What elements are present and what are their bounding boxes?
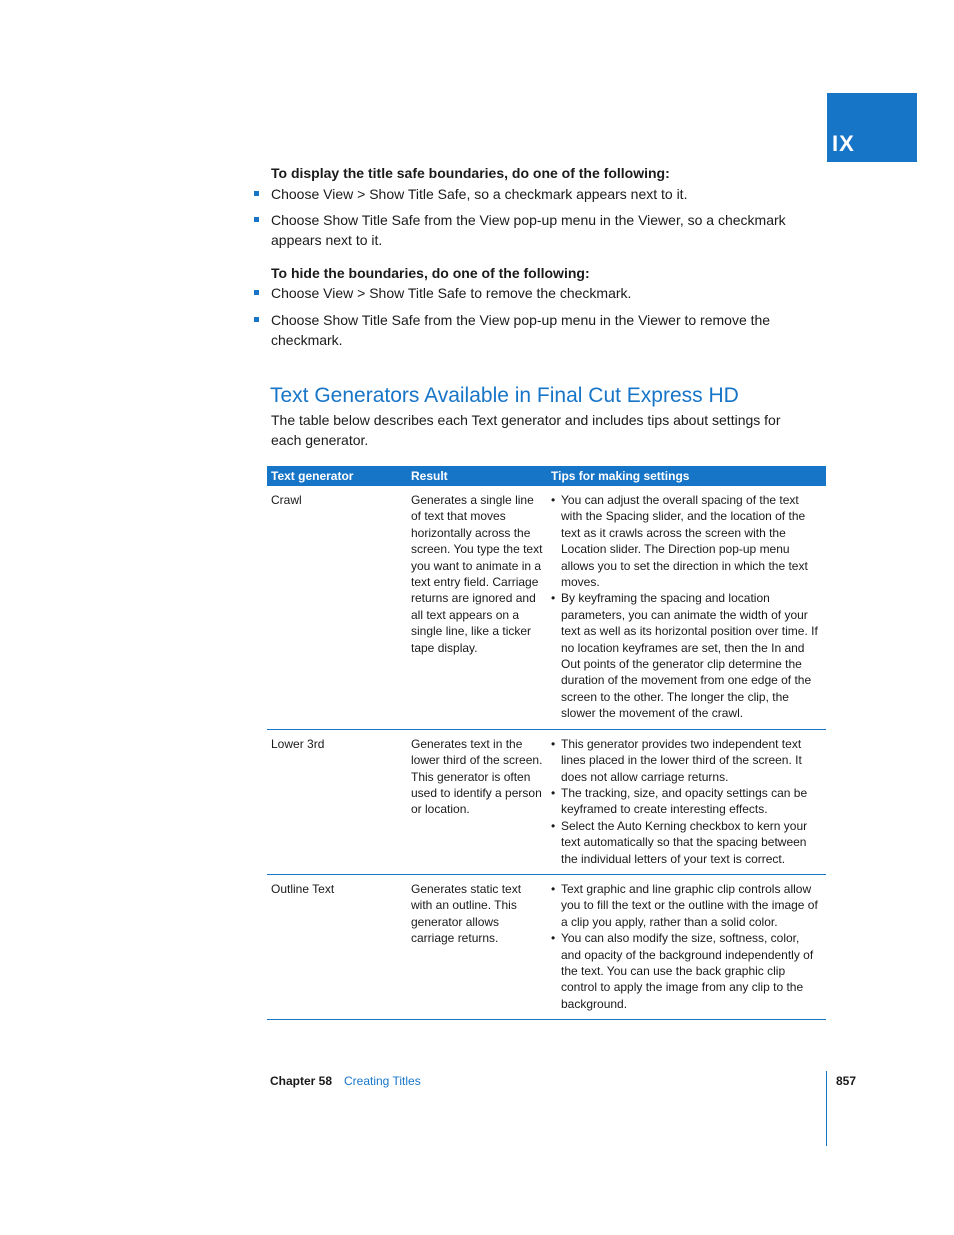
tip-text: Select the Auto Kerning checkbox to kern your text automatically so that the spacing between the individual letters of your text is correct. — [561, 818, 808, 866]
page-number: 857 — [836, 1074, 857, 1088]
tip-item — [551, 785, 821, 818]
generator-result: Generates a single line of text that moves horizontally across the screen. You type the text you want to animate in a text entry field. Carriage returns are ignored and all text appears on a single line, like a ticker tape display. — [411, 493, 543, 655]
generator-tips — [551, 486, 821, 729]
bullet-dot-icon: • — [551, 736, 556, 751]
bullet-dot-icon: • — [551, 785, 556, 800]
display-bullet-2-text: Choose Show Title Safe from the View pop-up menu in the Viewer, so a checkmark appears next to it. — [271, 212, 786, 248]
display-bullet-2 — [254, 210, 814, 250]
header-text-generator: Text generator — [271, 469, 354, 483]
generator-result: Generates static text with an outline. This generator allows carriage returns. — [411, 881, 522, 946]
generator-name: Lower 3rd — [271, 736, 325, 751]
bullet-square-icon — [254, 290, 259, 295]
tip-item — [551, 590, 821, 721]
display-instructions-lead: To display the title safe boundaries, do one of the following: — [271, 165, 670, 181]
hide-bullet-2 — [254, 310, 784, 350]
bullet-dot-icon: • — [551, 818, 556, 833]
tip-text: This generator provides two independent text lines placed in the lower third of the screen. It does not allow carriage returns. — [561, 736, 802, 784]
footer-chapter-title-link[interactable]: Creating Titles — [344, 1074, 421, 1088]
tip-item — [551, 492, 821, 590]
bullet-square-icon — [254, 217, 259, 222]
display-bullet-1-text: Choose View > Show Title Safe, so a checkmark appears next to it. — [271, 186, 688, 202]
generator-result: Generates text in the lower third of the screen. This generator is often used to identify a person or location. — [411, 736, 543, 817]
bullet-dot-icon: • — [551, 881, 556, 896]
tip-text: The tracking, size, and opacity settings can be keyframed to create interesting effects. — [561, 785, 808, 817]
table-header — [267, 466, 826, 486]
generator-tips — [551, 875, 821, 1019]
tip-item — [551, 736, 821, 785]
tip-text: You can also modify the size, softness, color, and opacity of the background independently of the text. You can use the back graphic clip control to apply the image from any clip to the background. — [561, 931, 814, 1011]
chapter-tab — [827, 93, 917, 162]
tip-text: You can adjust the overall spacing of the text with the Spacing slider, and the location of the text as it crawls across the screen with the Location slider. The Direction pop-up menu allows you to set the direction in which the text moves. — [561, 493, 808, 590]
hide-bullet-1 — [254, 283, 814, 303]
footer-chapter: Chapter 58 — [270, 1074, 333, 1088]
section-intro: The table below describes each Text generator and includes tips about settings for each generator. — [271, 412, 781, 448]
table-row — [267, 730, 826, 875]
generator-tips — [551, 730, 821, 874]
tip-text: Text graphic and line graphic clip controls allow you to fill the text or the outline with the image of a clip you apply, rather than a solid color. — [561, 881, 818, 929]
table-row — [267, 486, 826, 730]
table-row — [267, 875, 826, 1020]
tip-item — [551, 930, 821, 1012]
footer-divider — [826, 1071, 827, 1146]
generator-name: Outline Text — [271, 881, 335, 896]
text-generators-table — [267, 466, 826, 1020]
tip-text: By keyframing the spacing and location parameters, you can animate the width of your text as well as its horizontal position over time. If no location keyframes are set, then the In and Out points of the generator clip determine the duration of the movement from one edge of the screen to the other. The longer the clip, the slower the movement of the crawl. — [561, 591, 818, 721]
hide-instructions-lead: To hide the boundaries, do one of the following: — [271, 265, 590, 281]
header-result: Result — [411, 469, 448, 483]
generator-name: Crawl — [271, 493, 302, 507]
bullet-square-icon — [254, 191, 259, 196]
bullet-dot-icon: • — [551, 591, 556, 606]
tip-item — [551, 881, 821, 930]
header-tips: Tips for making settings — [551, 469, 690, 483]
display-bullet-1 — [254, 184, 814, 204]
section-heading: Text Generators Available in Final Cut Express HD — [270, 384, 739, 407]
bullet-dot-icon: • — [551, 931, 556, 946]
chapter-tab-label: IX — [832, 131, 855, 156]
tip-item — [551, 818, 821, 867]
hide-bullet-1-text: Choose View > Show Title Safe to remove the checkmark. — [271, 285, 632, 301]
hide-bullet-2-text: Choose Show Title Safe from the View pop-up menu in the Viewer to remove the checkmark. — [271, 312, 771, 348]
bullet-dot-icon: • — [551, 493, 556, 507]
bullet-square-icon — [254, 317, 259, 322]
